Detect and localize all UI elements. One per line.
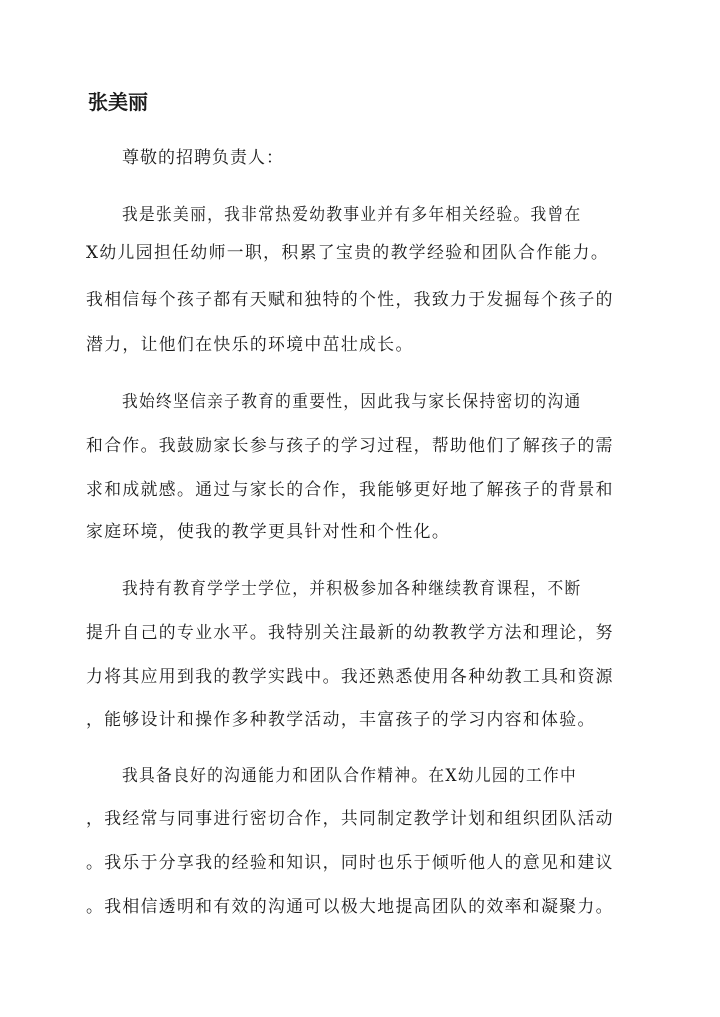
paragraph-line: 潜力，让他们在快乐的环境中茁壮成长。 (86, 335, 414, 355)
paragraph-line: 我相信每个孩子都有天赋和独特的个性，我致力于发掘每个孩子的 (86, 290, 614, 310)
paragraph-line: 家庭环境，使我的教学更具针对性和个性化。 (86, 522, 451, 542)
paragraph-line: 和合作。我鼓励家长参与孩子的学习过程，帮助他们了解孩子的需 (86, 436, 614, 456)
paragraph-line: 提升自己的专业水平。我特别关注最新的幼教教学方法和理论，努 (86, 623, 614, 643)
paragraph-line: 力将其应用到我的教学实践中。我还熟悉使用各种幼教工具和资源 (86, 667, 614, 687)
paragraph-line: X幼儿园担任幼师一职，积累了宝贵的教学经验和团队合作能力。 (86, 243, 610, 263)
paragraph-line: 我始终坚信亲子教育的重要性，因此我与家长保持密切的沟通 (122, 392, 582, 412)
paragraph-line: 我持有教育学学士学位，并积极参加各种继续教育课程，不断 (122, 579, 582, 599)
author-name: 张美丽 (88, 90, 148, 114)
paragraph-line: 求和成就感。通过与家长的合作，我能够更好地了解孩子的背景和 (86, 480, 614, 500)
paragraph-line: 。我相信透明和有效的沟通可以极大地提高团队的效率和凝聚力。 (86, 897, 614, 917)
paragraph-line: ，能够设计和操作多种教学活动，丰富孩子的学习内容和体验。 (86, 710, 596, 730)
paragraph-line: 。我乐于分享我的经验和知识，同时也乐于倾听他人的意见和建议 (86, 853, 614, 873)
paragraph-line: 我是张美丽，我非常热爱幼教事业并有多年相关经验。我曾在 (122, 205, 582, 225)
paragraph-line: 我具备良好的沟通能力和团队合作精神。在X幼儿园的工作中 (122, 766, 578, 786)
salutation: 尊敬的招聘负责人： (122, 148, 284, 168)
paragraph-line: ，我经常与同事进行密切合作，共同制定教学计划和组织团队活动 (86, 809, 614, 829)
